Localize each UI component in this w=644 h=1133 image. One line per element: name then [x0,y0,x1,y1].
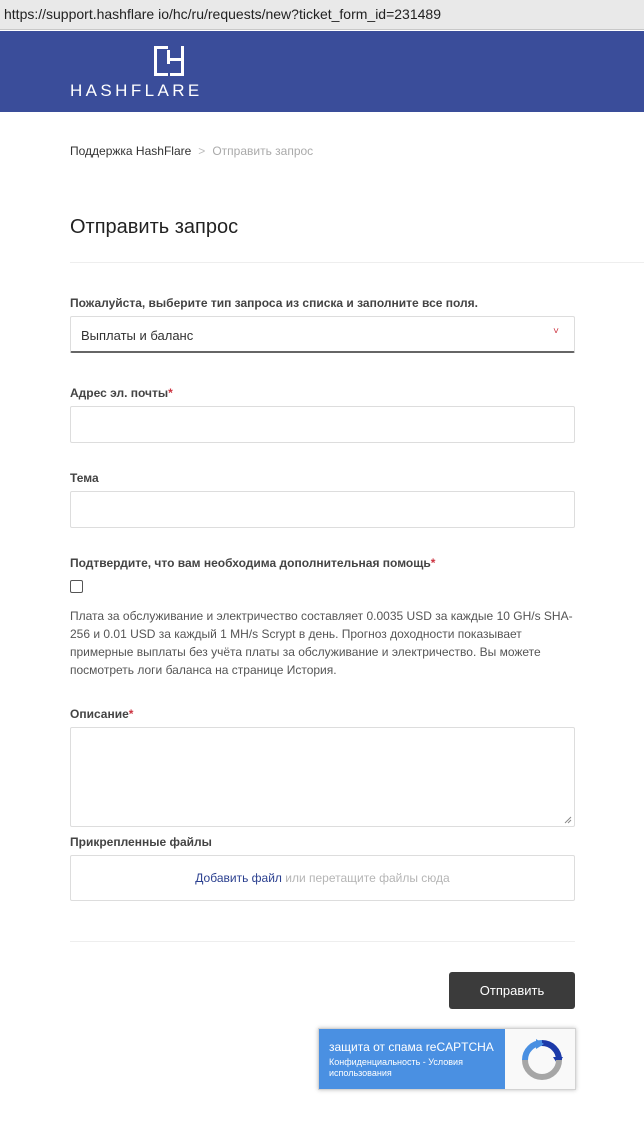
title-divider [70,262,644,263]
subject-label: Тема [70,471,99,485]
recaptcha-logo-icon [520,1039,564,1081]
address-url[interactable]: https://support.hashflare io/hc/ru/requests/new?ticket_form_id=231489 [4,6,441,22]
recaptcha-title: защита от спама reCAPTCHA [329,1040,494,1054]
attachments-label: Прикрепленные файлы [70,835,212,849]
fee-hint-text: Плата за обслуживание и электричество составляет 0.0035 USD за каждые 10 GH/s SHA-256 и 0.01 USD за каждый 1 MH/s Scrypt в день. Прогноз доходности показывает примерные выплаты без учёта платы за обслуживание и электричество. Вы можете посмотреть логи баланса на странице История. [70,609,573,677]
subject-input[interactable] [70,491,575,528]
recaptcha-info-panel [319,1029,505,1089]
breadcrumb [70,144,313,158]
browser-address-bar[interactable] [0,0,644,30]
dropdown-arrow-icon: ˅ [553,326,559,337]
confirm-label-text: Подтвердите, что вам необходима дополнительная помощь [70,556,431,570]
description-textarea[interactable] [70,727,575,827]
site-header [0,31,644,112]
description-label-text: Описание [70,707,129,721]
drag-drop-hint: или перетащите файлы сюда [281,871,450,885]
upload-text [71,871,574,885]
page-title: Отправить запрос [70,216,239,238]
description-label [70,707,133,721]
recaptcha-badge[interactable] [318,1028,576,1090]
breadcrumb-separator: > [198,144,206,158]
breadcrumb-home-link[interactable]: Поддержка HashFlare [70,144,192,158]
recaptcha-privacy-terms-links[interactable]: Конфиденциальность - Условия использования [329,1057,463,1078]
file-upload-dropzone[interactable] [70,855,575,901]
email-input[interactable] [70,406,575,443]
required-mark: * [430,556,436,570]
hashflare-wordmark[interactable] [70,81,270,99]
email-label [70,386,173,400]
confirm-checkbox[interactable] [70,580,83,593]
request-type-selected-value: Выплаты и баланс [81,328,194,343]
svg-text:HASHFLARE: HASHFLARE [70,81,203,99]
form-footer-divider [70,941,575,942]
breadcrumb-current: Отправить запрос [212,144,314,158]
confirm-label [70,556,435,570]
resize-grip-icon[interactable] [564,816,572,824]
submit-button[interactable]: Отправить [449,972,575,1009]
add-file-link[interactable]: Добавить файл [195,871,282,885]
required-mark: * [128,707,134,721]
required-mark: * [168,386,173,400]
hashflare-logo-icon[interactable] [154,46,184,76]
request-type-label: Пожалуйста, выберите тип запроса из списка и заполните все поля. [70,296,478,310]
email-label-text: Адрес эл. почты [70,386,169,400]
request-type-select[interactable] [70,316,575,353]
